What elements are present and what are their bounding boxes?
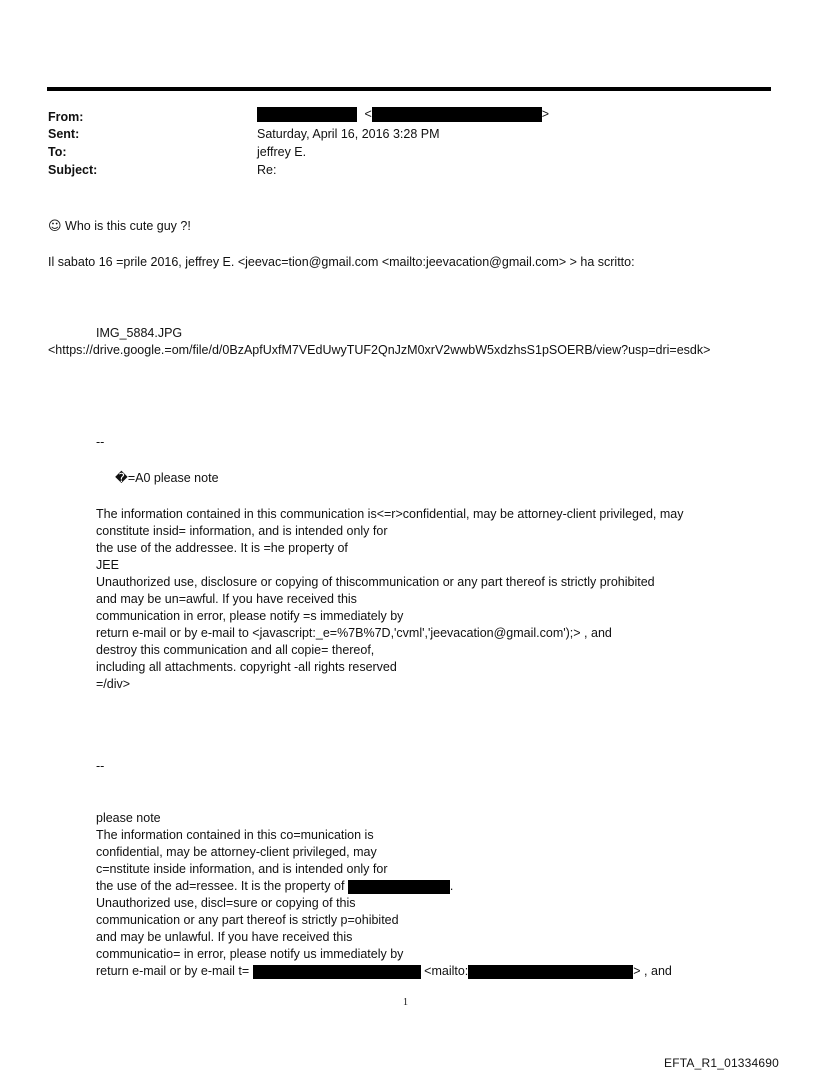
disclaimer-2-line: c=nstitute inside information, and is intended only for	[96, 862, 388, 876]
redaction-sender-email	[372, 107, 542, 122]
disclaimer-2	[96, 810, 672, 980]
disclaimer-2-line-return: return e-mail or by e-mail t= <mailto: > , and	[96, 964, 672, 978]
disclaimer-2-line: The information contained in this co=munication is	[96, 828, 374, 842]
attachment-name: IMG_5884.JPG	[96, 326, 183, 340]
disclaimer-1	[96, 506, 683, 693]
from-label: From:	[48, 110, 84, 124]
smiley-icon: ☺	[48, 219, 62, 234]
disclaimer-2-line: and may be unlawful. If you have received this	[96, 930, 353, 944]
to-label: To:	[48, 145, 67, 159]
page-number: 1	[403, 997, 408, 1008]
disclaimer-2-line: Unauthorized use, discl=sure or copying of this	[96, 896, 356, 910]
document-id: EFTA_R1_01334690	[664, 1056, 780, 1070]
subject-label: Subject:	[48, 163, 98, 177]
disclaimer-1-line: =/div>	[96, 677, 131, 691]
attachment-link: <https://drive.google.=om/file/d/0BzApfUxfM7VEdUwyTUF2QnJzM0xrV2wwbW5xdzhsS1pSOERB/view?usp=dri=esdk>	[48, 343, 711, 357]
disclaimer-1-line: The information contained in this communication is<=r>confidential, may be attorney-client privileged, may	[96, 507, 684, 521]
disclaimer-2-line: communicatio= in error, please notify us immediately by	[96, 947, 404, 961]
disclaimer-1-line: destroy this communication and all copie= thereof,	[96, 643, 375, 657]
disclaimer-1-line: return e-mail or by e-mail to <javascript:_e=%7B%7D,'cvml','jeevacation@gmail.com');> , and	[96, 626, 612, 640]
redaction-sender-name	[257, 107, 357, 122]
from-value	[257, 107, 549, 122]
redaction-email-2	[468, 965, 633, 979]
disclaimer-2-line: please note	[96, 811, 161, 825]
disclaimer-1-line: constitute insid= information, and is intended only for	[96, 524, 388, 538]
disclaimer-1-line: Unauthorized use, disclosure or copying of thiscommunication or any part thereof is strictly prohibited	[96, 575, 655, 589]
disclaimer-1-line: JEE	[96, 558, 119, 572]
redaction-email-1	[253, 965, 421, 979]
greeting-text: Who is this cute guy ?!	[65, 219, 191, 233]
disclaimer-1-line: the use of the addressee. It is =he property of	[96, 541, 348, 555]
disclaimer-2-line: confidential, may be attorney-client privileged, may	[96, 845, 377, 859]
subject-value: Re:	[257, 163, 277, 177]
to-value: jeffrey E.	[257, 145, 307, 159]
sent-label: Sent:	[48, 127, 80, 141]
greeting-line	[48, 218, 191, 235]
separator-2: --	[96, 759, 105, 773]
redaction-owner	[348, 880, 450, 894]
disclaimer-1-line: communication in error, please notify =s immediately by	[96, 609, 404, 623]
separator-1: --	[96, 435, 105, 449]
from-gt: >	[541, 107, 550, 121]
quote-intro: Il sabato 16 =prile 2016, jeffrey E. <jeevac=tion@gmail.com <mailto:jeevacation@gmail.com> > ha scritto:	[48, 255, 635, 269]
disclaimer-1-line: including all attachments. copyright -all rights reserved	[96, 660, 397, 674]
from-lt: <	[364, 107, 372, 121]
disclaimer-1-line: and may be un=awful. If you have received this	[96, 592, 357, 606]
header-rule	[47, 87, 771, 91]
disclaimer-2-line-property: the use of the ad=ressee. It is the property of .	[96, 879, 454, 893]
note-heading: �=A0 please note	[115, 471, 219, 485]
disclaimer-2-line: communication or any part thereof is strictly p=ohibited	[96, 913, 399, 927]
sent-value: Saturday, April 16, 2016 3:28 PM	[257, 127, 440, 141]
